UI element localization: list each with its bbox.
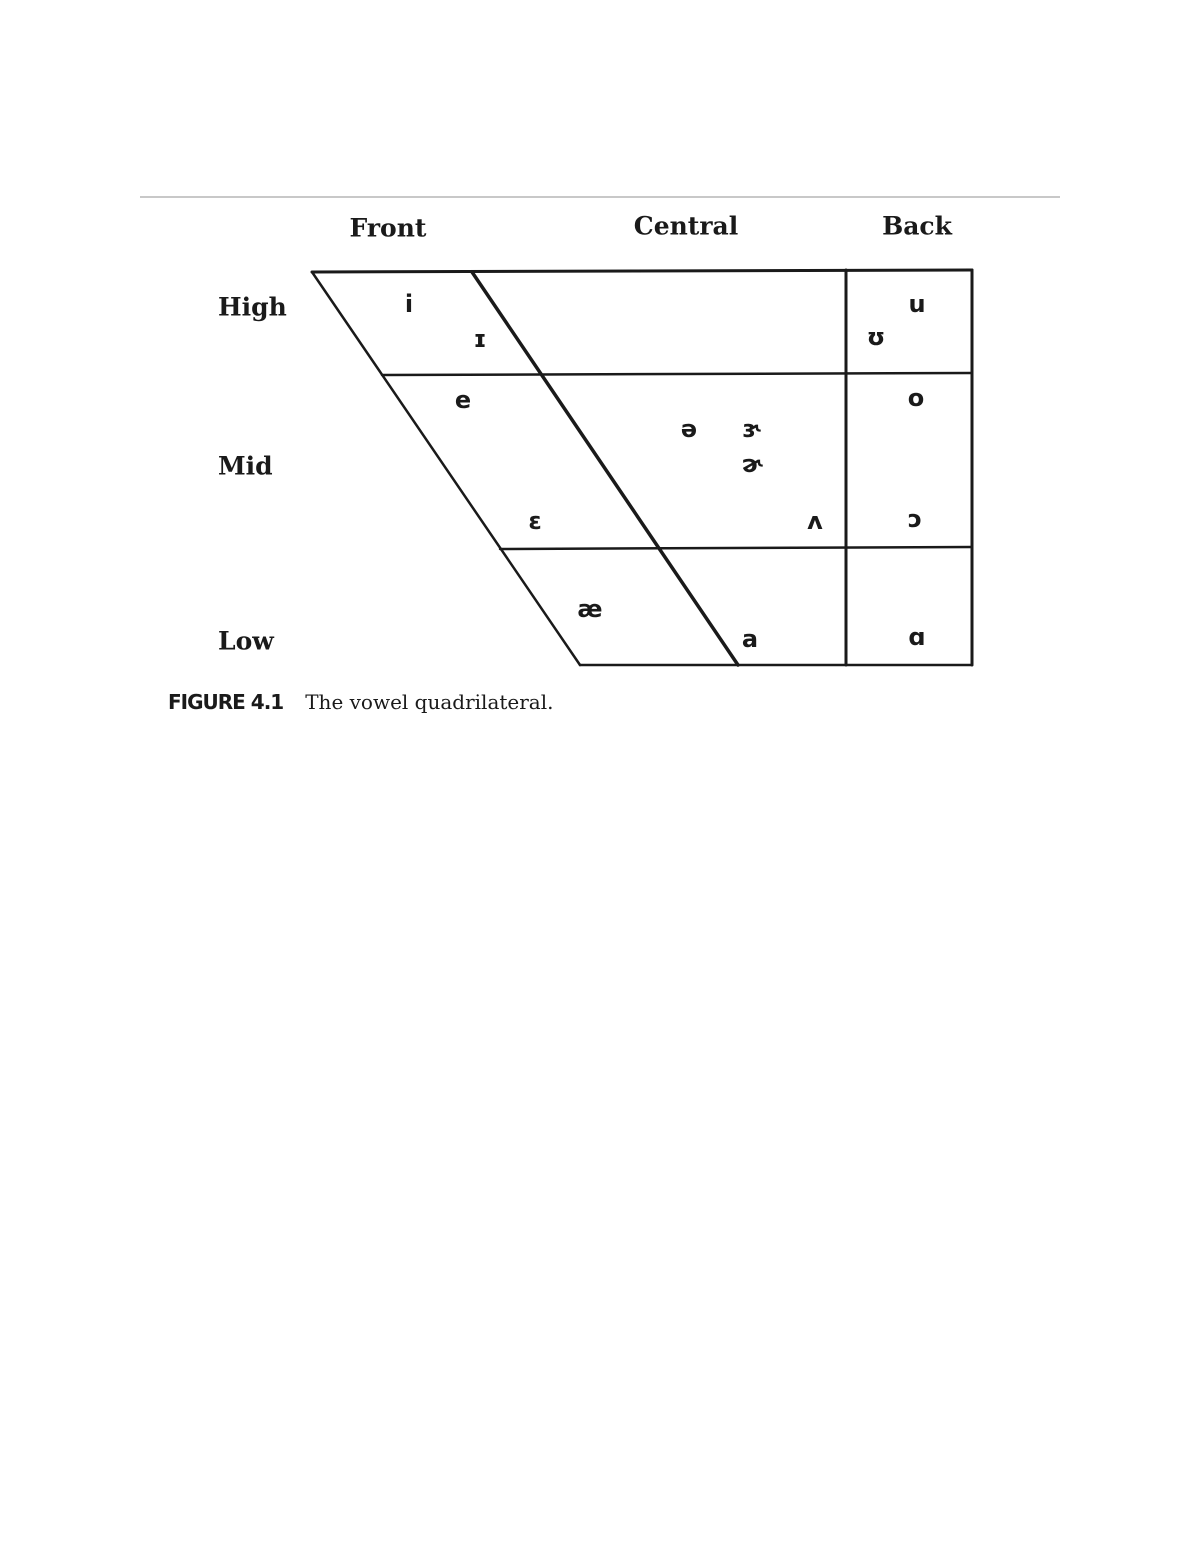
vowel-wedge: ʌ: [807, 507, 823, 535]
high-mid-divider: [382, 373, 972, 375]
row-header-high: High: [218, 292, 287, 322]
front-central-divider: [472, 272, 738, 665]
vowel-i: i: [404, 290, 414, 318]
vowel-quadrilateral: [0, 0, 1200, 760]
vowel-a: a: [741, 625, 759, 653]
figure-caption: [168, 690, 553, 714]
vowel-script-a: ɑ: [908, 623, 926, 651]
vowel-small-capital-i: ɪ: [473, 325, 487, 353]
row-header-mid: Mid: [218, 451, 273, 481]
column-header-back: Back: [882, 211, 952, 241]
column-header-central: Central: [633, 211, 739, 241]
mid-low-divider: [500, 547, 972, 549]
vowel-o: o: [907, 384, 925, 412]
vowel-upsilon: ʊ: [866, 323, 886, 351]
vowel-u: u: [908, 290, 926, 318]
vowel-open-o: ɔ: [907, 505, 923, 533]
column-header-front: Front: [349, 213, 427, 243]
vowel-reversed-epsilon-hook: ɝ: [742, 415, 762, 443]
row-header-low: Low: [218, 626, 274, 656]
top-edge: [312, 270, 972, 272]
figure-label: FIGURE 4.1: [168, 690, 284, 714]
vowel-epsilon: ɛ: [528, 507, 542, 535]
vowel-ash: æ: [577, 595, 603, 623]
vowel-schwa-hook: ɚ: [741, 450, 763, 478]
vowel-schwa: ə: [680, 415, 698, 443]
figure-caption-text: The vowel quadrilateral.: [305, 690, 554, 714]
front-edge: [312, 272, 580, 665]
vowel-e: e: [454, 386, 472, 414]
